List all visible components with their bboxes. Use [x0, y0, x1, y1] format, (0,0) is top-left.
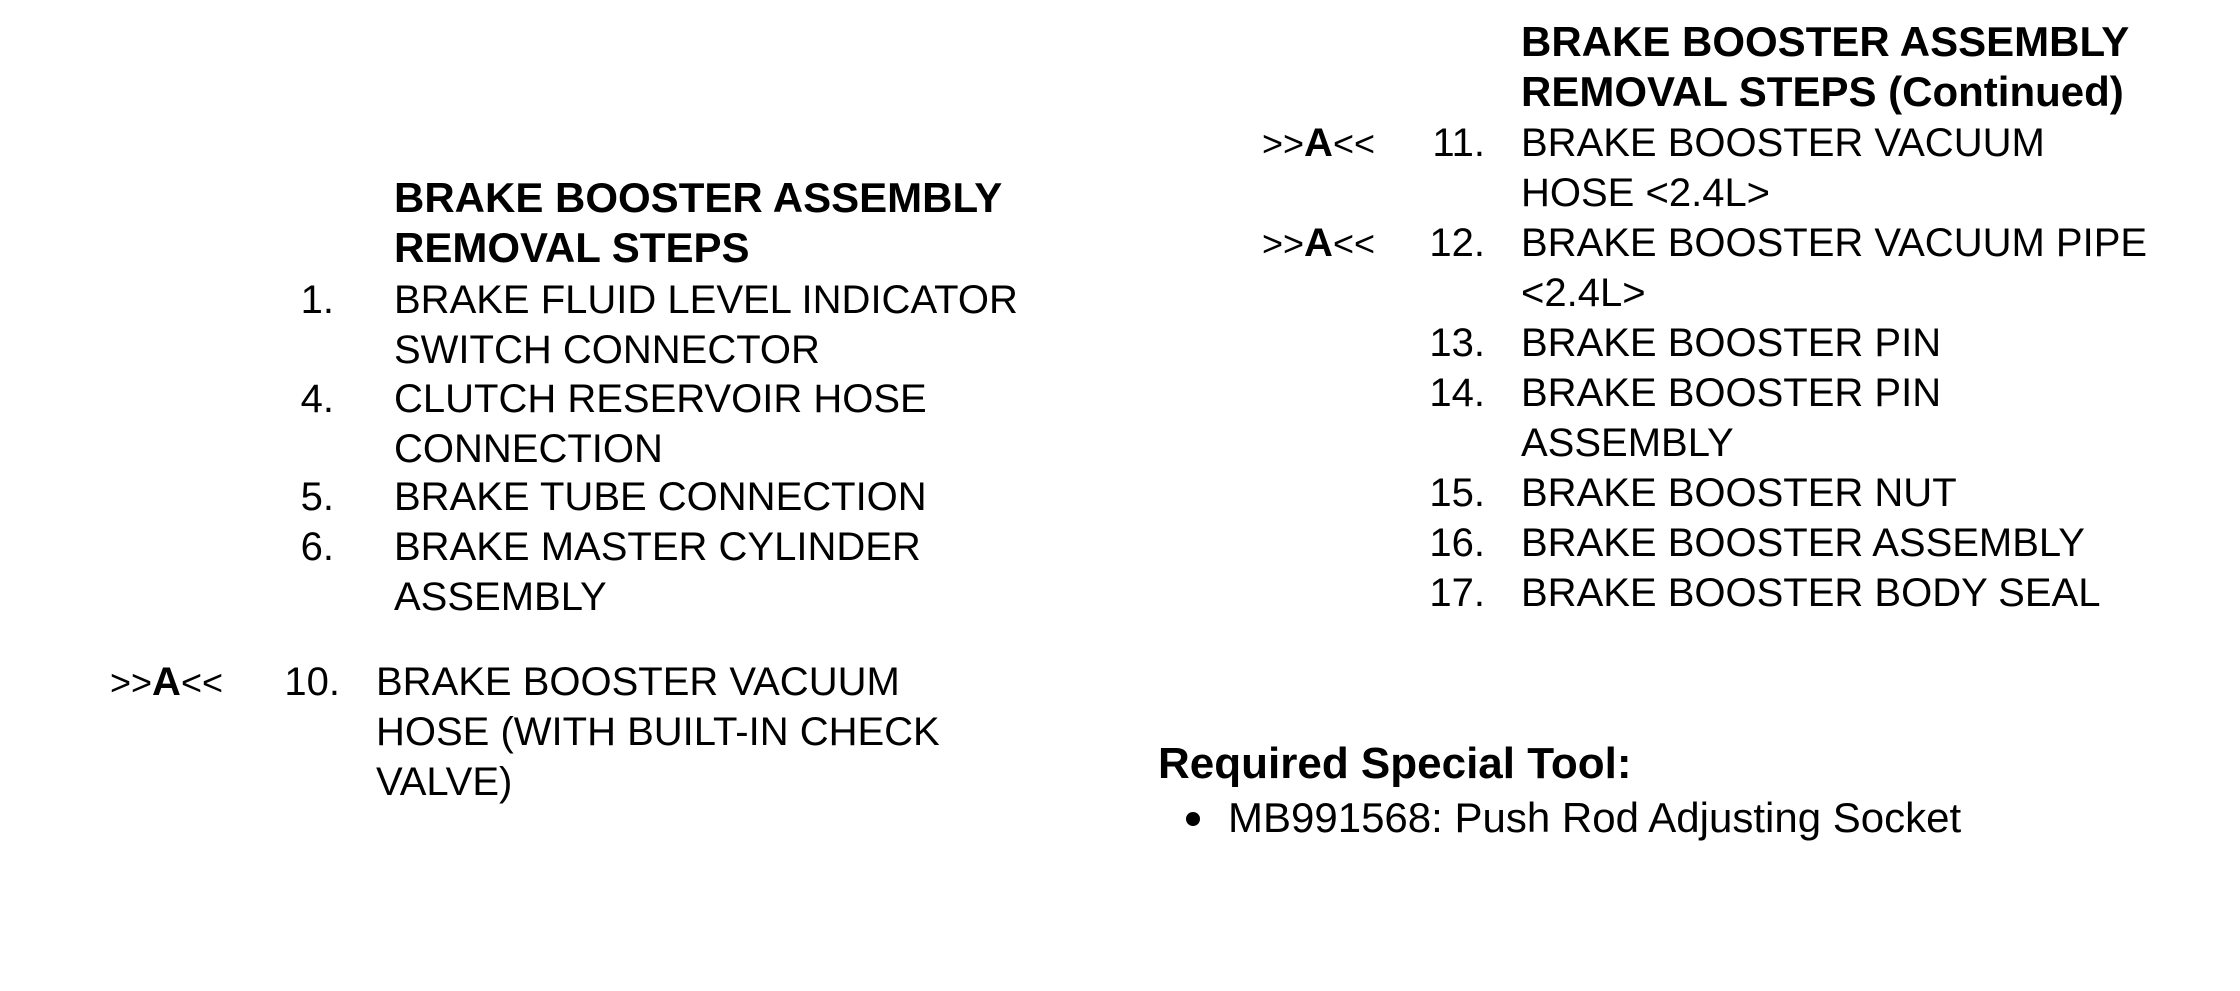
step-text: BRAKE BOOSTER ASSEMBLY — [1521, 521, 2085, 565]
step-number: 15. — [1429, 471, 1485, 515]
step-marker: >>A<< — [1262, 221, 1375, 265]
step-text: BRAKE MASTER CYLINDER — [394, 525, 921, 569]
step-text: BRAKE BOOSTER PIN — [1521, 371, 1942, 415]
step-text: VALVE) — [376, 760, 513, 804]
step-text: HOSE <2.4L> — [1521, 171, 1771, 215]
step-text: BRAKE BOOSTER BODY SEAL — [1521, 571, 2101, 615]
step-text: CLUTCH RESERVOIR HOSE — [394, 377, 927, 421]
special-tool-item: MB991568: Push Rod Adjusting Socket — [1228, 794, 1962, 841]
step-text: BRAKE BOOSTER NUT — [1521, 471, 1957, 515]
step-marker: >>A<< — [1262, 121, 1375, 165]
step-number: 5. — [300, 475, 334, 519]
step-number: 12. — [1429, 221, 1485, 265]
bullet-icon — [1186, 812, 1200, 826]
left-heading-line2: REMOVAL STEPS — [394, 224, 750, 271]
step-text: BRAKE BOOSTER VACUUM — [376, 660, 900, 704]
step-text: BRAKE BOOSTER VACUUM — [1521, 121, 2045, 165]
step-number: 6. — [300, 525, 334, 569]
right-heading-line2: REMOVAL STEPS (Continued) — [1521, 68, 2124, 115]
step-number: 16. — [1429, 521, 1485, 565]
left-heading-line1: BRAKE BOOSTER ASSEMBLY — [394, 174, 1003, 221]
step-text: BRAKE BOOSTER VACUUM PIPE — [1521, 221, 2148, 265]
step-number: 11. — [1432, 121, 1485, 165]
right-heading-line1: BRAKE BOOSTER ASSEMBLY — [1521, 18, 2130, 65]
step-text: ASSEMBLY — [394, 575, 607, 619]
step-marker: >>A<< — [110, 660, 223, 704]
step-text: ASSEMBLY — [1521, 421, 1734, 465]
step-number: 13. — [1429, 321, 1485, 365]
step-number: 1. — [300, 278, 334, 322]
step-number: 17. — [1429, 571, 1485, 615]
step-number: 4. — [300, 377, 334, 421]
special-tool-title: Required Special Tool: — [1158, 739, 1632, 788]
step-text: BRAKE FLUID LEVEL INDICATOR — [394, 278, 1018, 322]
step-number: 14. — [1429, 371, 1485, 415]
step-text: BRAKE TUBE CONNECTION — [394, 475, 927, 519]
step-text: HOSE (WITH BUILT-IN CHECK — [376, 710, 940, 754]
step-text: BRAKE BOOSTER PIN — [1521, 321, 1942, 365]
step-text: SWITCH CONNECTOR — [394, 328, 820, 372]
step-text: <2.4L> — [1521, 271, 1646, 315]
step-text: CONNECTION — [394, 427, 663, 471]
step-number: 10. — [284, 660, 340, 704]
